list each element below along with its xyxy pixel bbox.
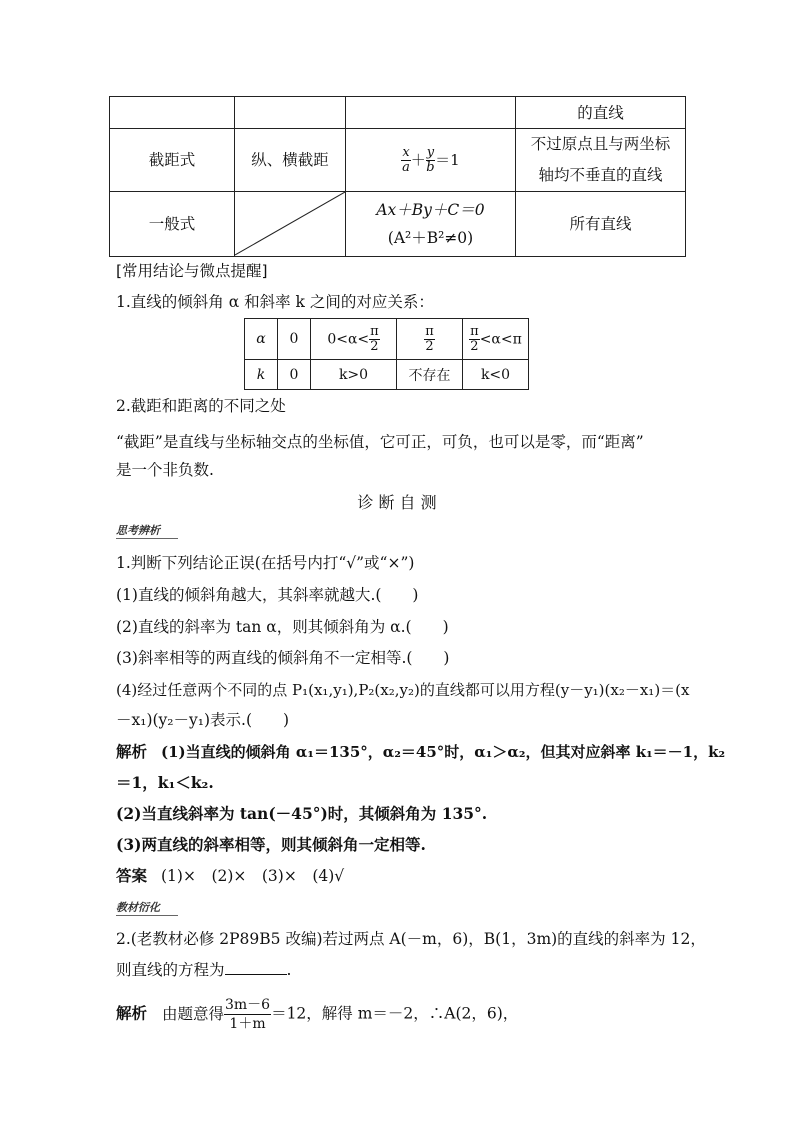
question-1-4-line2: －x₁)(y₂－y₁)表示.( ) bbox=[116, 711, 290, 729]
table-row bbox=[110, 192, 686, 257]
question-2-line2 bbox=[116, 960, 291, 980]
alpha-right-angle bbox=[397, 319, 463, 360]
table-row bbox=[110, 129, 686, 192]
line-equation-forms-table bbox=[109, 96, 686, 257]
solution-2: (2)当直线斜率为 tan(－45°)时，其倾斜角为 135°. bbox=[116, 804, 488, 823]
question-1-4-line1: (4)经过任意两个不同的点 P₁(x₁,y₁),P₂(x₂,y₂)的直线都可以用方程(y－y₁)(x₂－x₁)＝(x bbox=[116, 681, 690, 699]
alpha-range-1 bbox=[311, 319, 397, 360]
table-cell bbox=[110, 97, 235, 129]
k-zero: 0 bbox=[278, 360, 311, 390]
question-2-line1: 2.(老教材必修 2P89B5 改编)若过两点 A(－m，6)，B(1，3m)的直线的斜率为 12， bbox=[116, 930, 706, 948]
tag-thinking: 思考辨析 bbox=[116, 524, 160, 537]
parameter-cell: 纵、横截距 bbox=[235, 129, 346, 192]
solution-1-line1: (1)当直线的倾斜角 α₁＝135°，α₂＝45°时，α₁＞α₂，但其对应斜率 k₁＝－1，k₂ bbox=[161, 743, 726, 761]
alpha-range-2 bbox=[463, 319, 529, 360]
applicable-lines-all: 所有直线 bbox=[516, 192, 686, 257]
table-cell bbox=[235, 97, 346, 129]
alpha-zero: 0 bbox=[278, 319, 311, 360]
solution-q2-prefix: 由题意得 bbox=[161, 1004, 224, 1023]
fraction-y-over-b: $\frac{y}{b}$ bbox=[426, 145, 435, 176]
fraction-pi-over-2: $\frac{\pi}{2}$ bbox=[425, 323, 434, 354]
solution-label: 解析 bbox=[116, 1004, 148, 1023]
answer-blank[interactable] bbox=[225, 960, 287, 975]
solution-q2-fraction: $\frac{3m-6}{1+m}$ bbox=[224, 997, 271, 1032]
table-row bbox=[110, 97, 686, 129]
question-1-2: (2)直线的斜率为 tan α，则其倾斜角为 α.( ) bbox=[116, 618, 449, 636]
section-note: [常用结论与微点提醒] bbox=[116, 262, 268, 280]
question-2-period: . bbox=[286, 961, 292, 979]
solution-q2-result: ＝12，解得 m＝－2，∴A(2，6)， bbox=[271, 1004, 519, 1023]
fraction-x-over-a: $\frac{x}{a}$ bbox=[402, 145, 410, 176]
alpha-range-1-text: 0<α< bbox=[327, 331, 370, 347]
alpha-label: α bbox=[245, 319, 278, 360]
alpha-range-2-text: <α<π bbox=[479, 331, 522, 347]
angle-slope-table bbox=[244, 318, 529, 390]
applicable-lines-line2: 轴均不垂直的直线 bbox=[538, 166, 663, 184]
form-name-general: 一般式 bbox=[110, 192, 235, 257]
table-cell bbox=[346, 97, 516, 129]
k-negative: k<0 bbox=[463, 360, 529, 390]
applicable-lines-text: 的直线 bbox=[577, 103, 624, 122]
question-1-3: (3)斜率相等的两直线的倾斜角不一定相等.( ) bbox=[116, 649, 450, 667]
fraction-pi-over-2: $\frac{\pi}{2}$ bbox=[470, 323, 479, 354]
solution-q2 bbox=[116, 996, 518, 1033]
general-equation-cell bbox=[346, 192, 516, 257]
section-heading: 诊 断 自 测 bbox=[357, 493, 437, 512]
general-equation: Ax＋By＋C＝0 bbox=[376, 201, 485, 219]
question-2-prefix: 则直线的方程为 bbox=[116, 961, 225, 979]
diagonal-line bbox=[235, 192, 345, 256]
item-2: 2.截距和距离的不同之处 bbox=[116, 397, 286, 415]
answer-label: 答案 bbox=[116, 867, 148, 885]
tag-underline bbox=[116, 915, 178, 916]
table-row bbox=[245, 360, 529, 390]
k-positive: k>0 bbox=[311, 360, 397, 390]
applicable-lines-line1: 不过原点且与两坐标 bbox=[530, 135, 671, 153]
item-2-line-1: “截距”是直线与坐标轴交点的坐标值，它可正，可负，也可以是零，而“距离” bbox=[116, 433, 644, 451]
diagonal-cell bbox=[235, 192, 346, 257]
intercept-equation: $\frac{x}{a}$ ＋ $\frac{y}{b}$ ＝1 bbox=[346, 129, 516, 192]
item-1: 1.直线的倾斜角 α 和斜率 k 之间的对应关系： bbox=[116, 293, 434, 311]
question-1-1: (1)直线的倾斜角越大，其斜率就越大.( ) bbox=[116, 586, 419, 604]
question-1: 1.判断下列结论正误(在括号内打“√”或“×”) bbox=[116, 554, 415, 572]
item-2-line-2: 是一个非负数. bbox=[116, 461, 214, 479]
tag-textbook: 教材衍化 bbox=[116, 901, 160, 914]
applicable-lines-cell bbox=[516, 129, 686, 192]
k-label: k bbox=[245, 360, 278, 390]
form-name-intercept: 截距式 bbox=[110, 129, 235, 192]
tag-underline bbox=[116, 538, 178, 539]
table-cell bbox=[516, 97, 686, 129]
fraction-pi-over-2: $\frac{\pi}{2}$ bbox=[370, 323, 379, 354]
table-row bbox=[245, 319, 529, 360]
solution-label: 解析 bbox=[116, 743, 148, 761]
general-condition: (A²＋B²≠0) bbox=[387, 229, 474, 247]
solution-3: (3)两直线的斜率相等，则其倾斜角一定相等. bbox=[116, 835, 426, 854]
k-undefined: 不存在 bbox=[397, 360, 463, 390]
solution-1-line2: ＝1，k₁＜k₂. bbox=[116, 773, 214, 792]
answer-text: (1)× (2)× (3)× (4)√ bbox=[161, 867, 345, 885]
